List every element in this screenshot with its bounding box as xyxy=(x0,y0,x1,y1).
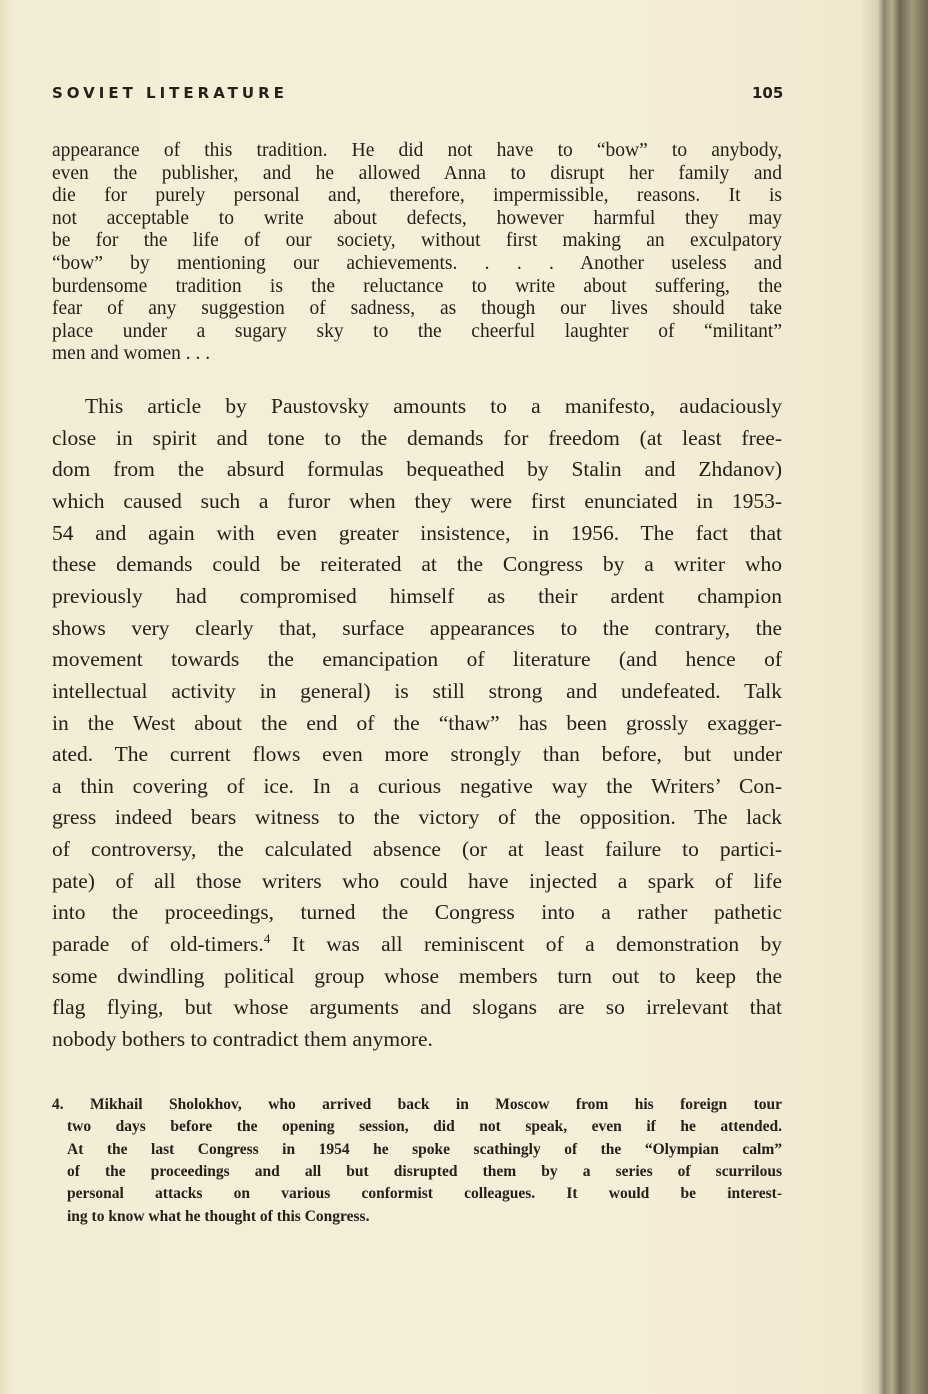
footnote-line: two days before the opening session, did not speak, even if he attended. xyxy=(67,1118,782,1136)
body-line xyxy=(52,932,782,957)
body-line: a thin covering of ice. In a curious negative way the Writers’ Con- xyxy=(52,773,782,798)
body-line: This article by Paustovsky amounts to a manifesto, audaciously xyxy=(85,394,782,418)
footnote-line: 4. Mikhail Sholokhov, who arrived back in Moscow from his foreign tour xyxy=(52,1096,782,1113)
body-line: previously had compromised himself as their ardent champion xyxy=(52,583,782,608)
body-line: of controversy, the calculated absence (or at least failure to partici- xyxy=(52,837,782,862)
body-line: pate) of all those writers who could have injected a spark of life xyxy=(52,868,782,893)
body-line: close in spirit and tone to the demands for freedom (at least free- xyxy=(52,425,782,450)
body-line: gress indeed bears witness to the victory of the opposition. The lack xyxy=(52,805,782,830)
body-line: some dwindling political group whose members turn out to keep the xyxy=(52,963,782,988)
body-line: shows very clearly that, surface appearances to the contrary, the xyxy=(52,615,782,640)
line-text: It was all reminiscent of a demonstration by xyxy=(270,932,782,957)
footnote-line: ing to know what he thought of this Congress. xyxy=(67,1207,370,1225)
footnote-line: personal attacks on various conformist colleagues. It would be interest- xyxy=(67,1185,782,1203)
body-line: into the proceedings, turned the Congress into a rather pathetic xyxy=(52,900,782,925)
body-line: 54 and again with even greater insistence, in 1956. The fact that xyxy=(52,520,782,545)
quote-line: not acceptable to write about defects, however harmful they may xyxy=(52,207,782,229)
quote-line: place under a sugary sky to the cheerful laughter of “militant” xyxy=(52,320,782,342)
line-text: parade of old-timers. xyxy=(52,932,264,957)
body-line: movement towards the emancipation of literature (and hence of xyxy=(52,647,782,672)
quote-line: “bow” by mentioning our achievements. . . . Another useless and xyxy=(52,253,782,274)
quote-line: fear of any suggestion of sadness, as though our lives should take xyxy=(52,298,782,320)
body-line: in the West about the end of the “thaw” has been grossly exagger- xyxy=(52,710,782,735)
quote-line: be for the life of our society, without first making an exculpatory xyxy=(52,230,782,252)
body-line: flag flying, but whose arguments and slogans are so irrelevant that xyxy=(52,995,782,1020)
page-number: 105 xyxy=(752,84,784,102)
footnote-line: At the last Congress in 1954 he spoke scathingly of the “Olympian calm” xyxy=(67,1140,782,1158)
body-line: these demands could be reiterated at the Congress by a writer who xyxy=(52,552,782,577)
footnote-line: of the proceedings and all but disrupted them by a series of scurrilous xyxy=(67,1162,782,1180)
quote-line: burdensome tradition is the reluctance to write about suffering, the xyxy=(52,275,782,297)
body-line: nobody bothers to contradict them anymore. xyxy=(52,1027,433,1051)
body-line: dom from the absurd formulas bequeathed by Stalin and Zhdanov) xyxy=(52,457,782,482)
running-title: SOVIET LITERATURE xyxy=(52,84,288,102)
quote-line: even the publisher, and he allowed Anna to disrupt her family and xyxy=(52,162,782,184)
quote-line: men and women . . . xyxy=(52,343,211,365)
quote-line: die for purely personal and, therefore, impermissible, reasons. It is xyxy=(52,185,782,207)
body-line: intellectual activity in general) is still strong and undefeated. Talk xyxy=(52,678,782,703)
body-line: which caused such a furor when they were first enunciated in 1953- xyxy=(52,488,782,513)
body-line: ated. The current flows even more strongly than before, but under xyxy=(52,742,782,767)
quote-line: appearance of this tradition. He did not have to “bow” to anybody, xyxy=(52,140,782,161)
footnote-marker[interactable]: 4 xyxy=(263,931,271,946)
